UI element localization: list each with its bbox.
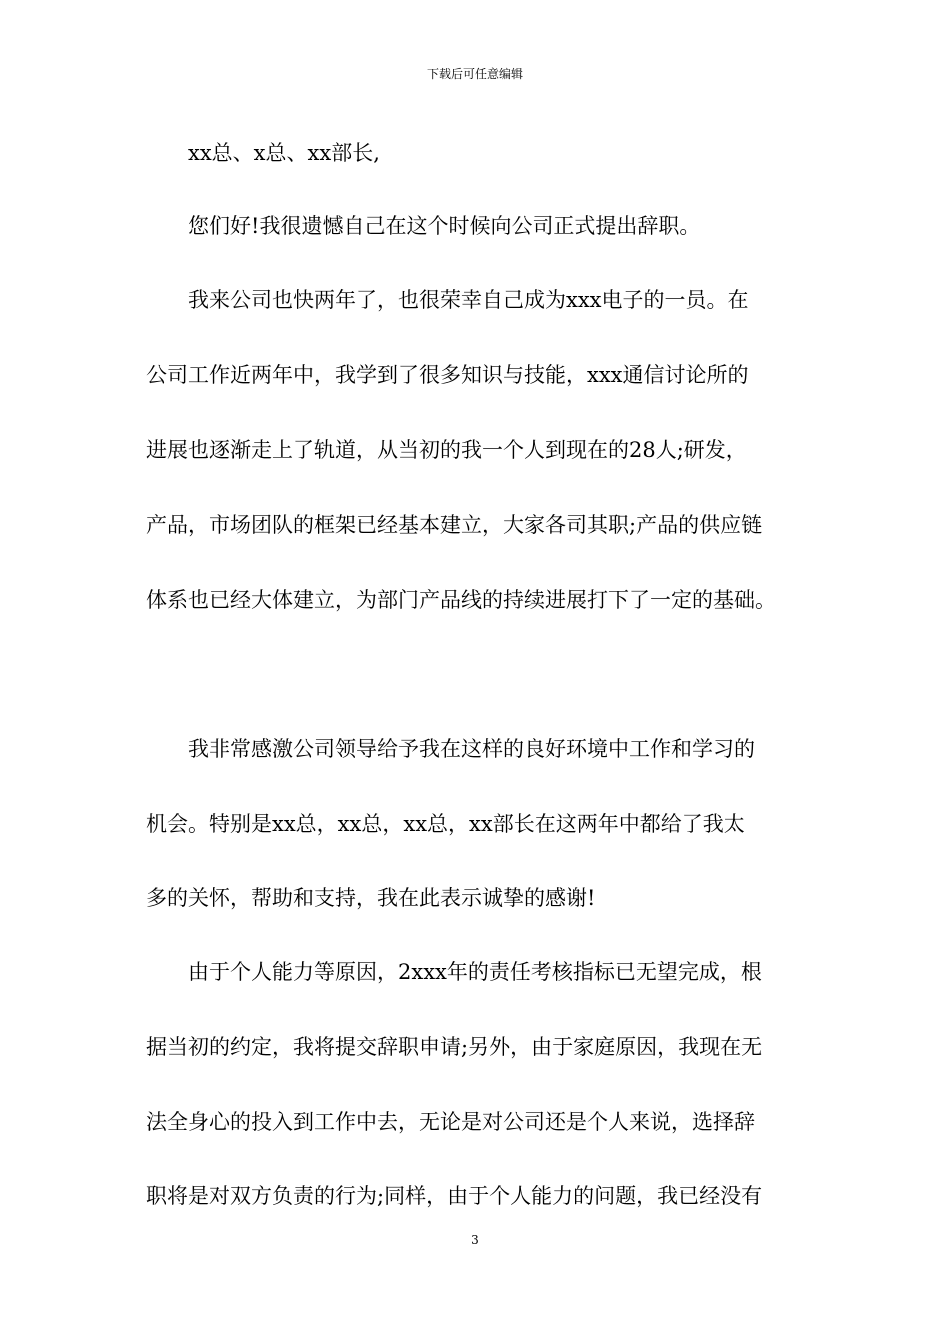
body-line-11: 法全身心的投入到工作中去，无论是对公司还是个人来说，选择辞 xyxy=(146,1110,755,1134)
body-line-7: 机会。特别是xx总，xx总，xx总，xx部长在这两年中都给了我太 xyxy=(146,812,745,836)
body-line-6: 我非常感激公司领导给予我在这样的良好环境中工作和学习的 xyxy=(188,737,755,761)
greeting-line: 您们好!我很遗憾自己在这个时候向公司正式提出辞职。 xyxy=(188,214,701,238)
body-line-5: 体系也已经大体建立，为部门产品线的持续进展打下了一定的基础。 xyxy=(146,588,776,612)
body-line-1: 我来公司也快两年了，也很荣幸自己成为xxx电子的一员。在 xyxy=(188,288,749,312)
body-line-4: 产品，市场团队的框架已经基本建立，大家各司其职;产品的供应链 xyxy=(146,513,763,537)
body-line-12: 职将是对双方负责的行为;同样，由于个人能力的问题，我已经没有 xyxy=(146,1184,763,1208)
body-line-8: 多的关怀，帮助和支持，我在此表示诚挚的感谢! xyxy=(146,886,596,910)
page-header: 下载后可任意编辑 xyxy=(426,67,523,81)
body-line-3: 进展也逐渐走上了轨道，从当初的我一个人到现在的28人;研发， xyxy=(146,438,747,462)
salutation: xx总、x总、xx部长, xyxy=(188,141,380,165)
body-line-9: 由于个人能力等原因，2xxx年的责任考核指标已无望完成，根 xyxy=(188,960,762,984)
body-line-2: 公司工作近两年中，我学到了很多知识与技能，xxx通信讨论所的 xyxy=(146,363,749,387)
page-number: 3 xyxy=(471,1233,479,1247)
body-line-10: 据当初的约定，我将提交辞职申请;另外，由于家庭原因，我现在无 xyxy=(146,1035,763,1059)
